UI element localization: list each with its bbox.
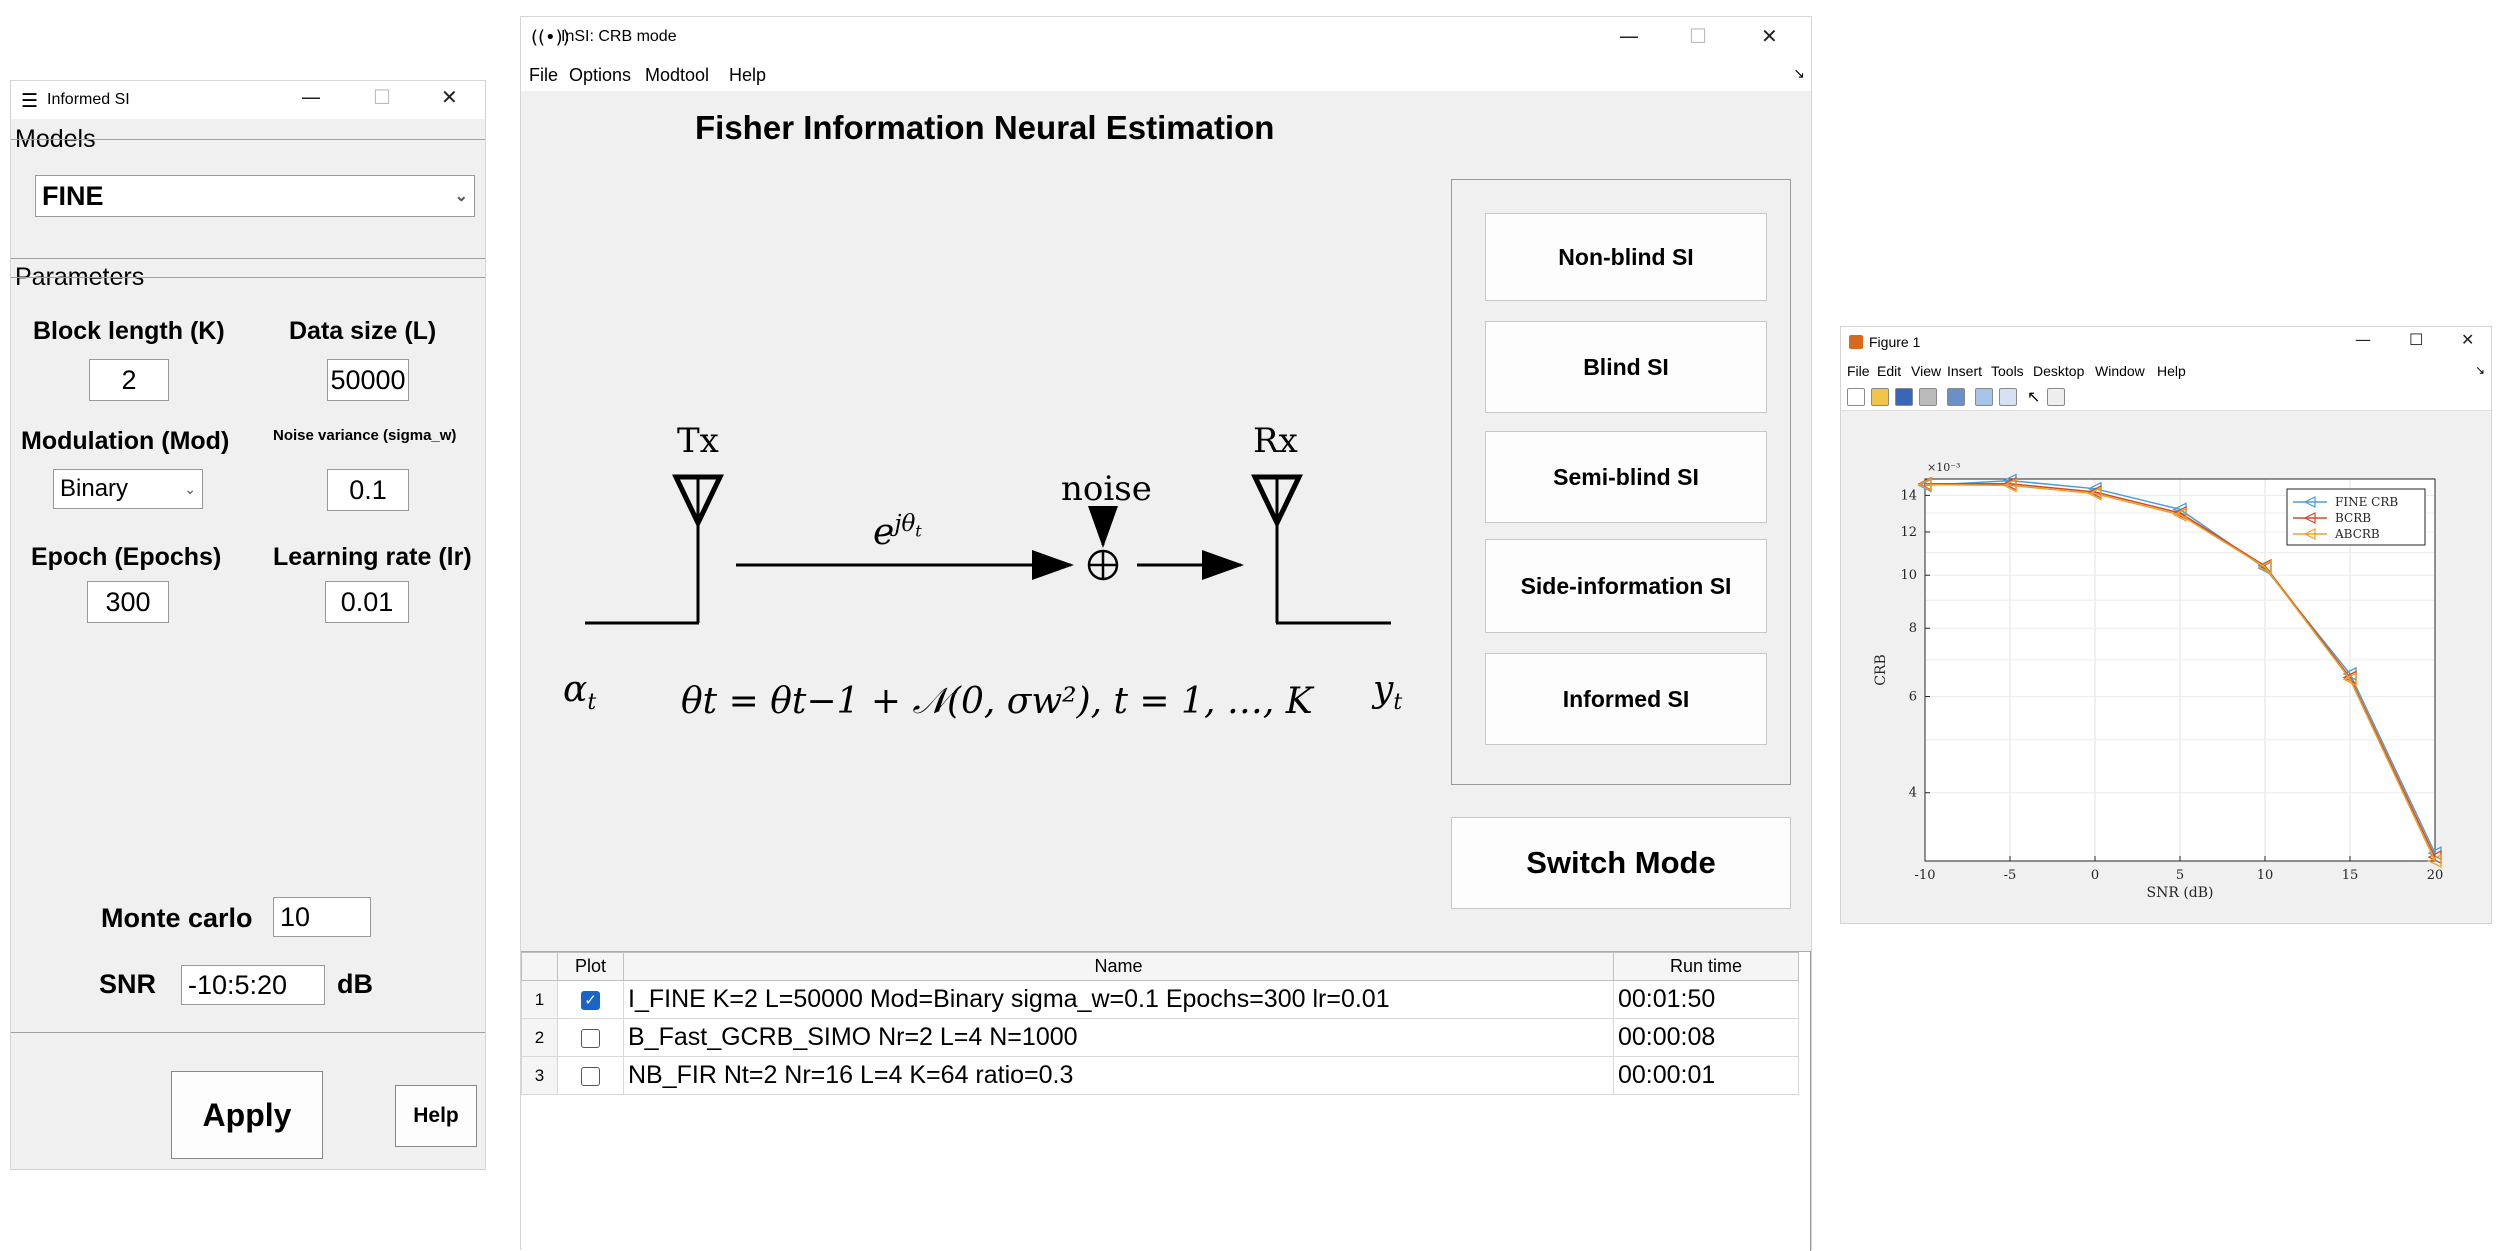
y-tick-label: 4 [1908, 785, 1917, 801]
x-tick-label: -5 [2003, 868, 2017, 883]
legend-icon[interactable] [1999, 388, 2017, 406]
matlab-icon [1849, 335, 1863, 349]
menu-modtool[interactable]: Modtool [645, 65, 710, 85]
mode-button-informed[interactable]: Informed SI [1485, 653, 1767, 745]
title-bar [521, 17, 1811, 57]
plot-checkbox[interactable]: ✓ [581, 991, 600, 1010]
output-symbol-sub: t [1393, 690, 1403, 716]
model-dropdown[interactable] [35, 175, 475, 217]
window-title: InSI: CRB mode [561, 28, 677, 45]
channel-label [873, 511, 922, 553]
x-axis-label: SNR (dB) [2146, 885, 2214, 901]
row-index: 1 [522, 981, 558, 1019]
mode-button-non-blind[interactable]: Non-blind SI [1485, 213, 1767, 301]
run-time: 00:01:50 [1614, 981, 1799, 1019]
data-size-label: Data size (L) [289, 317, 437, 345]
learning-rate-input[interactable]: 0.01 [325, 581, 409, 623]
window-title: Figure 1 [1869, 334, 1921, 350]
x-tick-label: 10 [2256, 868, 2274, 883]
y-tick-label: 12 [1900, 524, 1917, 540]
title-bar [11, 81, 485, 119]
models-label: Models [15, 125, 96, 153]
fig-menu-insert[interactable]: Insert [1947, 363, 1983, 379]
open-file-icon[interactable] [1871, 388, 1889, 406]
apply-button[interactable]: Apply [171, 1071, 323, 1159]
mode-button-side-information[interactable]: Side-information SI [1485, 539, 1767, 633]
dock-arrow-icon[interactable]: ↘ [2474, 363, 2485, 377]
header-name[interactable]: Name [624, 953, 1614, 981]
modulation-dropdown-value: Binary [60, 475, 129, 502]
run-time: 00:00:08 [1614, 1019, 1799, 1057]
epoch-label: Epoch (Epochs) [31, 543, 222, 571]
legend-entry: ABCRB [2335, 527, 2380, 541]
chevron-down-icon: ⌄ [184, 480, 196, 497]
noise-label: noise [1061, 469, 1152, 509]
input-symbol-sub: t [587, 690, 597, 716]
modulation-label: Modulation (Mod) [21, 427, 230, 455]
table-row[interactable] [522, 1019, 1799, 1057]
menu-help[interactable]: Help [729, 65, 767, 85]
close-icon[interactable]: ✕ [441, 85, 458, 109]
menu-icon[interactable]: ☰ [21, 90, 39, 112]
output-symbol-base: y [1373, 669, 1394, 710]
x-tick-label: 5 [2175, 868, 2185, 883]
row-index: 3 [522, 1057, 558, 1095]
fig-menu-tools[interactable]: Tools [1991, 363, 2024, 379]
x-tick-label: 20 [2426, 868, 2444, 883]
x-tick-label: 0 [2090, 868, 2100, 883]
header-index [522, 953, 558, 981]
parameters-label: Parameters [15, 263, 145, 291]
noise-variance-input[interactable]: 0.1 [327, 469, 409, 511]
run-name: B_Fast_GCRB_SIMO Nr=2 L=4 N=1000 [624, 1019, 1614, 1057]
chevron-down-icon: ⌄ [454, 188, 468, 205]
crb-chart [1841, 413, 2491, 923]
print-icon[interactable] [1919, 388, 1937, 406]
system-diagram-lines [521, 91, 1421, 731]
y-tick-label: 6 [1908, 689, 1917, 705]
snr-unit-label: dB [337, 969, 373, 999]
fig-menu-help[interactable]: Help [2157, 363, 2186, 379]
maximize-icon: ☐ [1689, 24, 1707, 48]
epoch-input[interactable]: 300 [87, 581, 169, 623]
legend-entry: BCRB [2335, 511, 2372, 525]
monte-carlo-label: Monte carlo [101, 903, 253, 933]
title-bar [1841, 327, 2491, 357]
y-tick-label: 10 [1900, 568, 1917, 584]
channel-exponent: jθ [894, 511, 916, 537]
colorbar-icon[interactable] [1975, 388, 1993, 406]
figure-toolbar [1841, 383, 2491, 411]
fig-menu-desktop[interactable]: Desktop [2033, 363, 2085, 379]
main-window [520, 16, 1812, 1250]
minimize-icon[interactable]: — [301, 85, 321, 109]
plot-browser-icon[interactable] [2047, 388, 2065, 406]
minimize-icon[interactable]: — [2355, 330, 2371, 349]
figure-menu-bar [1841, 357, 2491, 383]
learning-rate-label: Learning rate (lr) [273, 543, 472, 571]
input-symbol-base: α [563, 669, 588, 710]
monte-carlo-input[interactable]: 10 [273, 897, 371, 937]
run-name: I_FINE K=2 L=50000 Mod=Binary sigma_w=0.1 Epochs=300 lr=0.01 [624, 981, 1614, 1019]
fig-menu-edit[interactable]: Edit [1877, 363, 1902, 379]
channel-base: e [873, 512, 895, 553]
fig-menu-window[interactable]: Window [2095, 363, 2145, 379]
snr-label: SNR [99, 969, 157, 999]
snr-input[interactable]: -10:5:20 [181, 965, 325, 1005]
mode-button-blind[interactable]: Blind SI [1485, 321, 1767, 413]
x-tick-label: 15 [2341, 868, 2359, 883]
export-icon[interactable] [1947, 388, 1965, 406]
output-symbol [1373, 669, 1402, 715]
y-axis-label: CRB [1873, 654, 1889, 686]
plot-checkbox-cell [558, 981, 624, 1019]
results-table-area [521, 951, 1811, 1251]
figure-window [1840, 326, 2492, 924]
maximize-icon: ☐ [373, 85, 391, 109]
save-icon[interactable] [1895, 388, 1913, 406]
block-length-label: Block length (K) [33, 317, 225, 345]
page-heading: Fisher Information Neural Estimation [695, 109, 1275, 146]
help-button[interactable]: Help [395, 1085, 477, 1147]
plot-checkbox[interactable] [581, 1067, 600, 1086]
header-plot[interactable]: Plot [558, 953, 624, 981]
row-index: 2 [522, 1019, 558, 1057]
pointer-icon[interactable]: ↖ [2027, 389, 2041, 406]
maximize-icon[interactable]: ☐ [2409, 330, 2424, 349]
table-header-row [522, 953, 1799, 981]
table-row[interactable] [522, 981, 1799, 1019]
plot-checkbox-cell [558, 1019, 624, 1057]
plot-checkbox-cell [558, 1057, 624, 1095]
signal-icon: ((•)) [531, 27, 570, 48]
x-tick-label: -10 [1914, 868, 1936, 883]
legend-entry: FINE CRB [2335, 495, 2399, 509]
switch-mode-button[interactable]: Switch Mode [1451, 817, 1791, 909]
run-name: NB_FIR Nt=2 Nr=16 L=4 K=64 ratio=0.3 [624, 1057, 1614, 1095]
mode-button-semi-blind[interactable]: Semi-blind SI [1485, 431, 1767, 523]
y-multiplier-label: ×10⁻³ [1927, 461, 1961, 474]
channel-exponent-sub: t [915, 521, 922, 541]
noise-variance-label: Noise variance (sigma_w) [273, 427, 457, 444]
dock-arrow-icon[interactable]: ↘ [1793, 65, 1805, 81]
minimize-icon[interactable]: — [1619, 24, 1639, 48]
fig-menu-file[interactable]: File [1847, 363, 1870, 379]
results-table [521, 952, 1799, 1095]
plot-checkbox[interactable] [581, 1029, 600, 1048]
tx-label: Tx [677, 421, 719, 461]
close-icon[interactable]: ✕ [1761, 24, 1778, 48]
state-equation: θt = θt−1 + 𝒩(0, σw²), t = 1, …, K [681, 681, 1313, 722]
y-tick-label: 14 [1900, 488, 1917, 504]
header-run-time[interactable]: Run time [1614, 953, 1799, 981]
modulation-dropdown[interactable] [53, 469, 203, 509]
menu-file[interactable]: File [529, 65, 559, 85]
data-size-input[interactable]: 50000 [327, 359, 409, 401]
run-time: 00:00:01 [1614, 1057, 1799, 1095]
informed-si-window [10, 80, 486, 1170]
menu-options[interactable]: Options [569, 65, 632, 85]
table-row[interactable] [522, 1057, 1799, 1095]
system-diagram [521, 91, 1421, 731]
window-title: Informed SI [47, 91, 130, 108]
fig-menu-view[interactable]: View [1911, 363, 1942, 379]
model-dropdown-value: FINE [42, 180, 104, 211]
menu-bar [521, 57, 1811, 91]
y-tick-label: 8 [1908, 621, 1917, 637]
close-icon[interactable]: ✕ [2461, 330, 2475, 349]
block-length-input[interactable]: 2 [89, 359, 169, 401]
rx-label: Rx [1253, 421, 1298, 461]
new-figure-icon[interactable] [1847, 388, 1865, 406]
input-symbol [563, 669, 596, 715]
